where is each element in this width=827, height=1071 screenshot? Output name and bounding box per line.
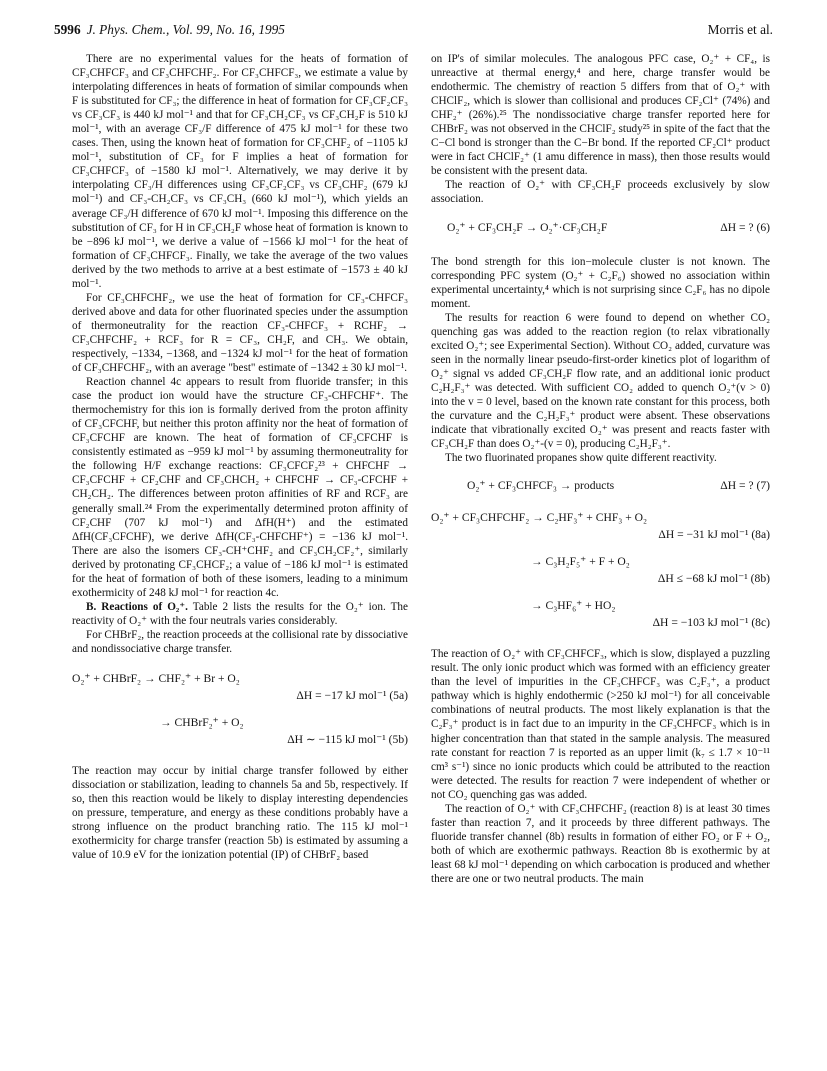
running-head-left [54, 22, 285, 38]
paragraph: The reaction of O₂⁺ with CF₃CH₂F proceeds exclusively by slow association. [431, 179, 770, 206]
equation-rhs: ΔH = −31 kJ mol⁻¹ (8a) [658, 528, 770, 542]
paragraph: There are no experimental values for the heats of formation of CF₃CHFCF₃ and CF₃CHFCHF₂. For CF₃CHFCF₃, we estimate a value by interpolating differences in heats of formation of similar compounds when F is substituted for CF₃; the difference in heat of formation for CF₃CF₂CF₃ vs CF₃CF₃ is 440 kJ mol⁻¹ and that for CF₃CH₂CF₃ vs CF₃CH₂F is 510 kJ mol⁻¹, with an average CF₃/F difference of 475 kJ mol⁻¹ for these two cases. Then, using the known heat of formation for CF₃CHF₂ of −1105 kJ mol⁻¹, substitution of CF₃ for F implies a heat of formation for CF₃CHFCF₃ of −1580 kJ mol⁻¹. Alternatively, we may derive it by interpolating CF₃/H differences using CF₃CF₂CF₃ vs CF₃CHF₂ (679 kJ mol⁻¹) and CF₃-CH₂CF₃ vs CF₃CH₃ (660 kJ mol⁻¹), which yields an average CF₃/H difference of 670 kJ mol⁻¹. Imposing this difference on the substitution of CF₃ for H in CF₃CH₂F whose heat of formation is known to be −896 kJ mol⁻¹, we derive a value of −1566 kJ mol⁻¹ for the heat of formation of CF₃CHFCF₃. Finally, we take the average of the two values derived by the two methods to arrive at a best estimate of −1573 ± 40 kJ mol⁻¹. [72, 53, 408, 290]
equation-lhs: O₂⁺ + CHBrF₂ → CHF₂⁺ + Br + O₂ [72, 672, 240, 686]
equation-rhs: ΔH ∼ −115 kJ mol⁻¹ (5b) [287, 733, 408, 747]
equation-8a-lhs-row [431, 511, 770, 528]
right-column [431, 52, 770, 886]
equation-8c-rhs-row [431, 616, 770, 633]
equation-rhs: ΔH ≤ −68 kJ mol⁻¹ (8b) [657, 572, 770, 586]
paragraph: For CF₃CHFCHF₂, we use the heat of formation for CF₃-CHFCF₃ derived above and data for other fluorinated species under the assumption of thermoneutrality for the reaction CF₃-CHFCF₃ + RCHF₂ → CF₃CHFCHF₂ + RCF₃ for R = CF₃, CH₂F, and CH₃. We obtain, respectively, −1334, −1368, and −1324 kJ mol⁻¹ for the heat of formation of CF₃CHFCHF₂, with an average "best" estimate of −1342 ± 30 kJ mol⁻¹. [72, 291, 408, 375]
equation-5b-rhs-row [72, 733, 408, 750]
paragraph-text: Table 2 lists the results for the O₂⁺ ion. The reactivity of O₂⁺ with the four neutrals varies considerably. [72, 600, 408, 627]
paragraph: Reaction channel 4c appears to result from fluoride transfer; in this case the product ion would have the structure CF₃-CHFCHF⁺. The thermochemistry for this ion is formally derived from the proton affinity of CF₃CFCHF, but neither this proton affinity nor the heat of formation of CF₃CFCHF are known. The heat of formation of CF₃CFCHF is consistently estimated as −959 kJ mol⁻¹ by assuming thermoneutrality for the following H/F exchange reactions: CF₃CFCF₂²³ + CHFCHF → CF₃CFCHF + CF₂CHF and CF₃CHCH₂ + CHFCHF → CF₃-CFCHF + CH₂CH₂. The differences between proton affinities of RF and RCF₃ are generally small.²⁴ From the experimentally determined proton affinity of CF₂CHF (707 kJ mol⁻¹) and ΔfH(H⁺) and the estimated ΔfH(CF₃CFCHF), we derive ΔfH(CF₃-CHFCHF⁺) = −136 kJ mol⁻¹. There are also the isomers CF₃-CH⁺CHF₂ and CF₃CH₂CF₂⁺, similarly derived by protonating CF₃CHCF₂; a value of −186 kJ mol⁻¹ is estimated for the heat of formation of both of these isomers, leading to a minimum exothermicity of 248 kJ mol⁻¹ for reaction 4c. [72, 376, 408, 599]
page-header [54, 22, 773, 42]
paragraph: The results for reaction 6 were found to depend on whether CO₂ quenching gas was added to the reaction region (to relax vibrationally excited O₂⁺; see Experimental Section). Without CO₂ added, curvature was seen in the normally linear pseudo-first-order kinetics plot of logarithm of O₂⁺ signal vs added CF₃CH₂F flow rate, and an additional ionic product C₂H₂F₃⁺ was detected. With sufficient CO₂ added to quench O₂⁺(v > 0) into the v = 0 level, based on the known rate constant for this process, both the curvature and the C₂H₂F₃⁺ product were absent. These observations indicate that vibrationally excited O₂⁺ was present and reacts faster with CF₃CH₂F than does O₂⁺-(v = 0), producing C₂H₂F₃⁺. [431, 311, 770, 451]
equation-rhs: ΔH = −103 kJ mol⁻¹ (8c) [652, 616, 770, 630]
equation-5 [72, 672, 408, 750]
paragraph: The reaction of O₂⁺ with CF₃CHFCHF₂ (reaction 8) is at least 30 times faster than reaction 7, and it proceeds by three different pathways. The fluoride transfer channel (8b) results in formation of either FO₂ or F + O₂, both of which are exothermic pathways. Reaction 8b is exothermic by at least 68 kJ mol⁻¹ depending on which carbocation is produced and whether there are one or two neutral products. The main [431, 802, 770, 885]
equation-rhs: ΔH = ? (7) [720, 479, 770, 493]
equation-lhs: O₂⁺ + CF₃CHFCF₃ → products [467, 479, 615, 493]
paragraph: The two fluorinated propanes show quite different reactivity. [445, 452, 717, 465]
equation-lhs: → C₃H₂F₅⁺ + F + O₂ [531, 555, 630, 569]
equation-lhs: O₂⁺ + CF₃CH₂F → O₂⁺·CF₃CH₂F [447, 220, 608, 234]
running-head-authors: Morris et al. [707, 22, 773, 37]
page-number: 5996 [54, 22, 81, 37]
paragraph: The reaction of O₂⁺ with CF₃CHFCF₃, which is slow, displayed a puzzling result. The only ionic product which was formed with an efficiency greater than the level of impurities in the CF₃CHFCF₃ was C₂F₃⁺, a product pathway which is highly endothermic (>250 kJ mol⁻¹) for all conceivable combinations of neutral products. The most likely explanation is that the C₂F₃⁺ product is in fact due to an impurity in the CF₃CHFCF₃ which is in higher concentration than that stated in the sample analysis. The measured rate constant for reaction 7 is reported as an upper limit (k₇ ≤ 1.7 × 10⁻¹¹ cm³ s⁻¹) since no ionic products which could be attributed to the reaction were detected. The results for reaction 7 were independent of whether or not CO₂ quenching gas was added. [431, 648, 770, 801]
equation-5b-lhs-row [72, 716, 408, 733]
equation-lhs: → CHBrF₂⁺ + O₂ [160, 716, 244, 730]
equation-rhs: ΔH = −17 kJ mol⁻¹ (5a) [296, 689, 408, 703]
equation-7 [431, 479, 770, 501]
equation-5a-lhs-row [72, 672, 408, 689]
journal-citation: J. Phys. Chem., Vol. 99, No. 16, 1995 [86, 22, 285, 37]
section-paragraph [72, 600, 408, 628]
equation-8b-rhs-row [431, 572, 770, 589]
left-column [72, 52, 408, 862]
equation-8 [431, 511, 770, 633]
paragraph: The reaction may occur by initial charge transfer followed by either dissociation or stabilization, leading to channels 5a and 5b, respectively. If so, then this reaction would be likely to display interesting dependencies on pressure, temperature, and energy as these conditions probably have a strong influence on the product branching ratio. The 115 kJ mol⁻¹ exothermicity for charge transfer (reaction 5b) is estimated by assuming a value of 10.9 eV for the ionization potential (IP) of CHBrF₂ based [72, 765, 408, 862]
paragraph: on IP's of similar molecules. The analogous PFC case, O₂⁺ + CF₄, is unreactive at thermal energy,⁴ and here, charge transfer would be endothermic. The chemistry of reaction 5 differs from that of O₂⁺ with CHClF₂, which is slower than collisional and produces CF₂Cl⁺ (74%) and CHF₂⁺ (26%).²⁵ The nondissociative charge transfer reported here for CHBrF₂ was not observed in the CHClF₂ study²⁵ in spite of the fact that the C−Cl bond is stronger than the C−Br bond. If the reported CF₂Cl⁺ product were in fact CHClF₂⁺ (1 amu difference in mass), then those results would be consistent with the present data. [431, 53, 770, 178]
equation-rhs: ΔH = ? (6) [720, 220, 770, 234]
equation-8a-rhs-row [431, 528, 770, 545]
equation-lhs: O₂⁺ + CF₃CHFCHF₂ → C₂HF₃⁺ + CHF₃ + O₂ [431, 511, 648, 525]
section-heading: B. Reactions of O₂⁺. [86, 600, 188, 613]
equation-8b-lhs-row [431, 555, 770, 572]
equation-lhs: → C₃HF₆⁺ + HO₂ [531, 599, 616, 613]
paragraph: For CHBrF₂, the reaction proceeds at the collisional rate by dissociative and nondissociative charge transfer. [72, 628, 408, 655]
equation-8c-lhs-row [431, 599, 770, 616]
equation-5a-rhs-row [72, 689, 408, 706]
equation-6 [431, 221, 770, 243]
paragraph: The bond strength for this ion−molecule cluster is not known. The corresponding PFC system (O₂⁺ + C₂F₆) showed no association within experimental uncertainty,⁴ which is not surprising since C₂F₆ has no dipole moment. [431, 255, 770, 310]
